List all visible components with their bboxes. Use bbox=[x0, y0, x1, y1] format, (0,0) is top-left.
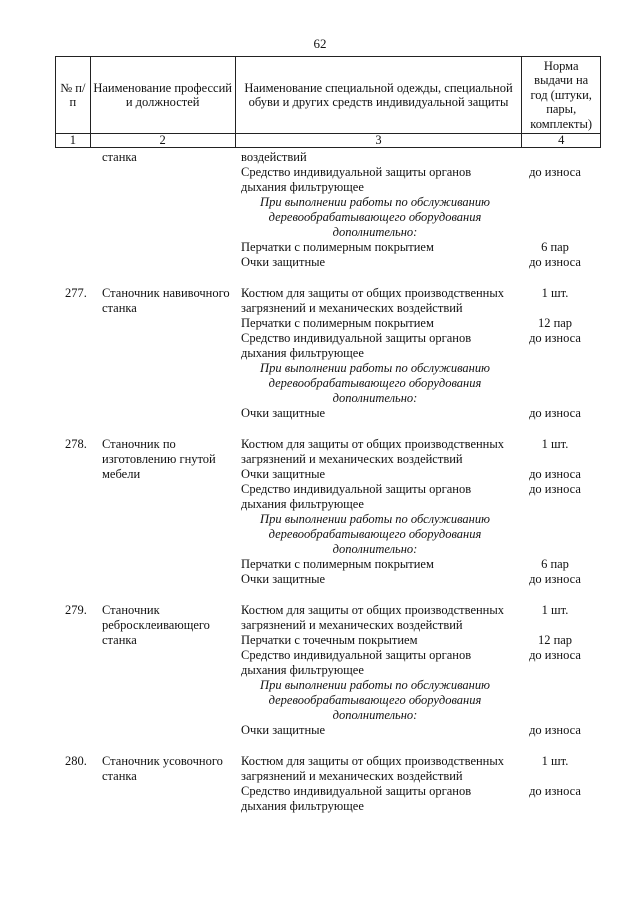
equipment-list bbox=[241, 286, 601, 421]
equipment-text: Костюм для защиты от общих производственных загрязнений и механических воздействий bbox=[241, 754, 505, 783]
equipment-item bbox=[241, 406, 601, 421]
equipment-list bbox=[241, 603, 601, 738]
condition-note bbox=[241, 361, 601, 406]
equipment-norm: до износа bbox=[529, 255, 581, 269]
equipment-text: Очки защитные bbox=[241, 255, 326, 269]
row-gap bbox=[55, 587, 601, 603]
equipment-text: Перчатки с полимерным покрытием bbox=[241, 557, 434, 571]
equipment-norm: до износа bbox=[529, 467, 581, 481]
row-number: 279. bbox=[65, 603, 87, 617]
page-number: 62 bbox=[313, 36, 327, 51]
equipment-item bbox=[241, 603, 601, 633]
condition-note bbox=[241, 512, 601, 557]
equipment-item bbox=[241, 240, 601, 255]
equipment-text: Очки защитные bbox=[241, 467, 326, 481]
equipment-item bbox=[241, 286, 601, 316]
row-profession: Станочник усовочного станка bbox=[102, 754, 223, 783]
table-row bbox=[55, 437, 601, 587]
table-row bbox=[55, 286, 601, 421]
equipment-text: При выполнении работы по обслуживанию деревообрабатывающего оборудования дополнительно: bbox=[260, 678, 490, 722]
equipment-item bbox=[241, 482, 601, 512]
equipment-norm: 1 шт. bbox=[541, 437, 569, 451]
header-norm: Норма выдачи на год (штуки, пары, комплекты) bbox=[522, 57, 601, 134]
equipment-norm: 1 шт. bbox=[541, 754, 569, 768]
equipment-item bbox=[241, 437, 601, 467]
condition-note bbox=[241, 678, 601, 723]
equipment-item bbox=[241, 150, 601, 165]
equipment-item bbox=[241, 648, 601, 678]
equipment-list bbox=[241, 150, 601, 270]
table-body bbox=[55, 150, 601, 814]
table-header bbox=[55, 56, 601, 148]
header-profession: Наименование профессий и должностей bbox=[90, 57, 235, 134]
equipment-norm bbox=[509, 150, 601, 165]
equipment-text: Средство индивидуальной защиты органов дыхания фильтрующее bbox=[241, 165, 472, 194]
equipment-norm: до износа bbox=[529, 648, 581, 662]
equipment-norm bbox=[509, 361, 601, 406]
equipment-item bbox=[241, 316, 601, 331]
equipment-item bbox=[241, 165, 601, 195]
table-row bbox=[55, 603, 601, 738]
equipment-text: Средство индивидуальной защиты органов дыхания фильтрующее bbox=[241, 482, 472, 511]
equipment-norm: до износа bbox=[529, 165, 581, 179]
equipment-item bbox=[241, 255, 601, 270]
row-number: 277. bbox=[65, 286, 87, 300]
equipment-item bbox=[241, 331, 601, 361]
row-number: 278. bbox=[65, 437, 87, 451]
row-number: 280. bbox=[65, 754, 87, 768]
equipment-norm: до износа bbox=[529, 572, 581, 586]
equipment-item bbox=[241, 572, 601, 587]
equipment-item bbox=[241, 754, 601, 784]
equipment-text: Средство индивидуальной защиты органов дыхания фильтрующее bbox=[241, 648, 472, 677]
equipment-item bbox=[241, 723, 601, 738]
header-num-2: 2 bbox=[90, 134, 235, 148]
equipment-norm: до износа bbox=[529, 784, 581, 798]
equipment-item bbox=[241, 784, 601, 814]
row-gap bbox=[55, 738, 601, 754]
condition-note bbox=[241, 195, 601, 240]
equipment-item bbox=[241, 633, 601, 648]
equipment-text: Средство индивидуальной защиты органов дыхания фильтрующее bbox=[241, 331, 472, 360]
equipment-text: При выполнении работы по обслуживанию деревообрабатывающего оборудования дополнительно: bbox=[260, 361, 490, 405]
header-equipment: Наименование специальной одежды, специальной обуви и других средств индивидуальной защиты bbox=[235, 57, 522, 134]
equipment-norm bbox=[509, 195, 601, 240]
equipment-text: При выполнении работы по обслуживанию деревообрабатывающего оборудования дополнительно: bbox=[260, 195, 490, 239]
equipment-norm: 12 пар bbox=[537, 316, 573, 330]
equipment-text: Костюм для защиты от общих производственных загрязнений и механических воздействий bbox=[241, 286, 505, 315]
header-num-1: 1 bbox=[56, 134, 91, 148]
equipment-text: Костюм для защиты от общих производственных загрязнений и механических воздействий bbox=[241, 437, 505, 466]
row-profession: Станочник навивочного станка bbox=[102, 286, 230, 315]
equipment-list bbox=[241, 754, 601, 814]
equipment-text: При выполнении работы по обслуживанию деревообрабатывающего оборудования дополнительно: bbox=[260, 512, 490, 556]
equipment-norm: 12 пар bbox=[537, 633, 573, 647]
row-profession: Станочник ребросклеивающего станка bbox=[102, 603, 210, 647]
equipment-norm: 6 пар bbox=[541, 240, 569, 254]
equipment-norm bbox=[509, 512, 601, 557]
equipment-text: Очки защитные bbox=[241, 406, 326, 420]
equipment-text: Перчатки с полимерным покрытием bbox=[241, 316, 434, 330]
equipment-norm: 6 пар bbox=[541, 557, 569, 571]
equipment-list bbox=[241, 437, 601, 587]
equipment-norm: 1 шт. bbox=[541, 286, 569, 300]
row-gap bbox=[55, 421, 601, 437]
header-number: № п/п bbox=[56, 57, 91, 134]
equipment-text: Очки защитные bbox=[241, 572, 326, 586]
header-num-3: 3 bbox=[235, 134, 522, 148]
equipment-norm: до износа bbox=[529, 482, 581, 496]
equipment-text: Средство индивидуальной защиты органов дыхания фильтрующее bbox=[241, 784, 472, 813]
row-profession: Станочник по изготовлению гнутой мебели bbox=[102, 437, 216, 481]
equipment-text: Перчатки с точечным покрытием bbox=[241, 633, 418, 647]
table-row bbox=[55, 754, 601, 814]
equipment-norm: до износа bbox=[529, 331, 581, 345]
equipment-text: Перчатки с полимерным покрытием bbox=[241, 240, 434, 254]
equipment-text: Очки защитные bbox=[241, 723, 326, 737]
equipment-item bbox=[241, 467, 601, 482]
header-num-4: 4 bbox=[522, 134, 601, 148]
equipment-item bbox=[241, 557, 601, 572]
equipment-text: воздействий bbox=[241, 150, 307, 164]
equipment-norm: 1 шт. bbox=[541, 603, 569, 617]
equipment-norm: до износа bbox=[529, 723, 581, 737]
equipment-text: Костюм для защиты от общих производственных загрязнений и механических воздействий bbox=[241, 603, 505, 632]
row-profession: станка bbox=[102, 150, 137, 164]
table-row bbox=[55, 150, 601, 270]
row-gap bbox=[55, 270, 601, 286]
equipment-norm bbox=[509, 678, 601, 723]
equipment-norm: до износа bbox=[529, 406, 581, 420]
